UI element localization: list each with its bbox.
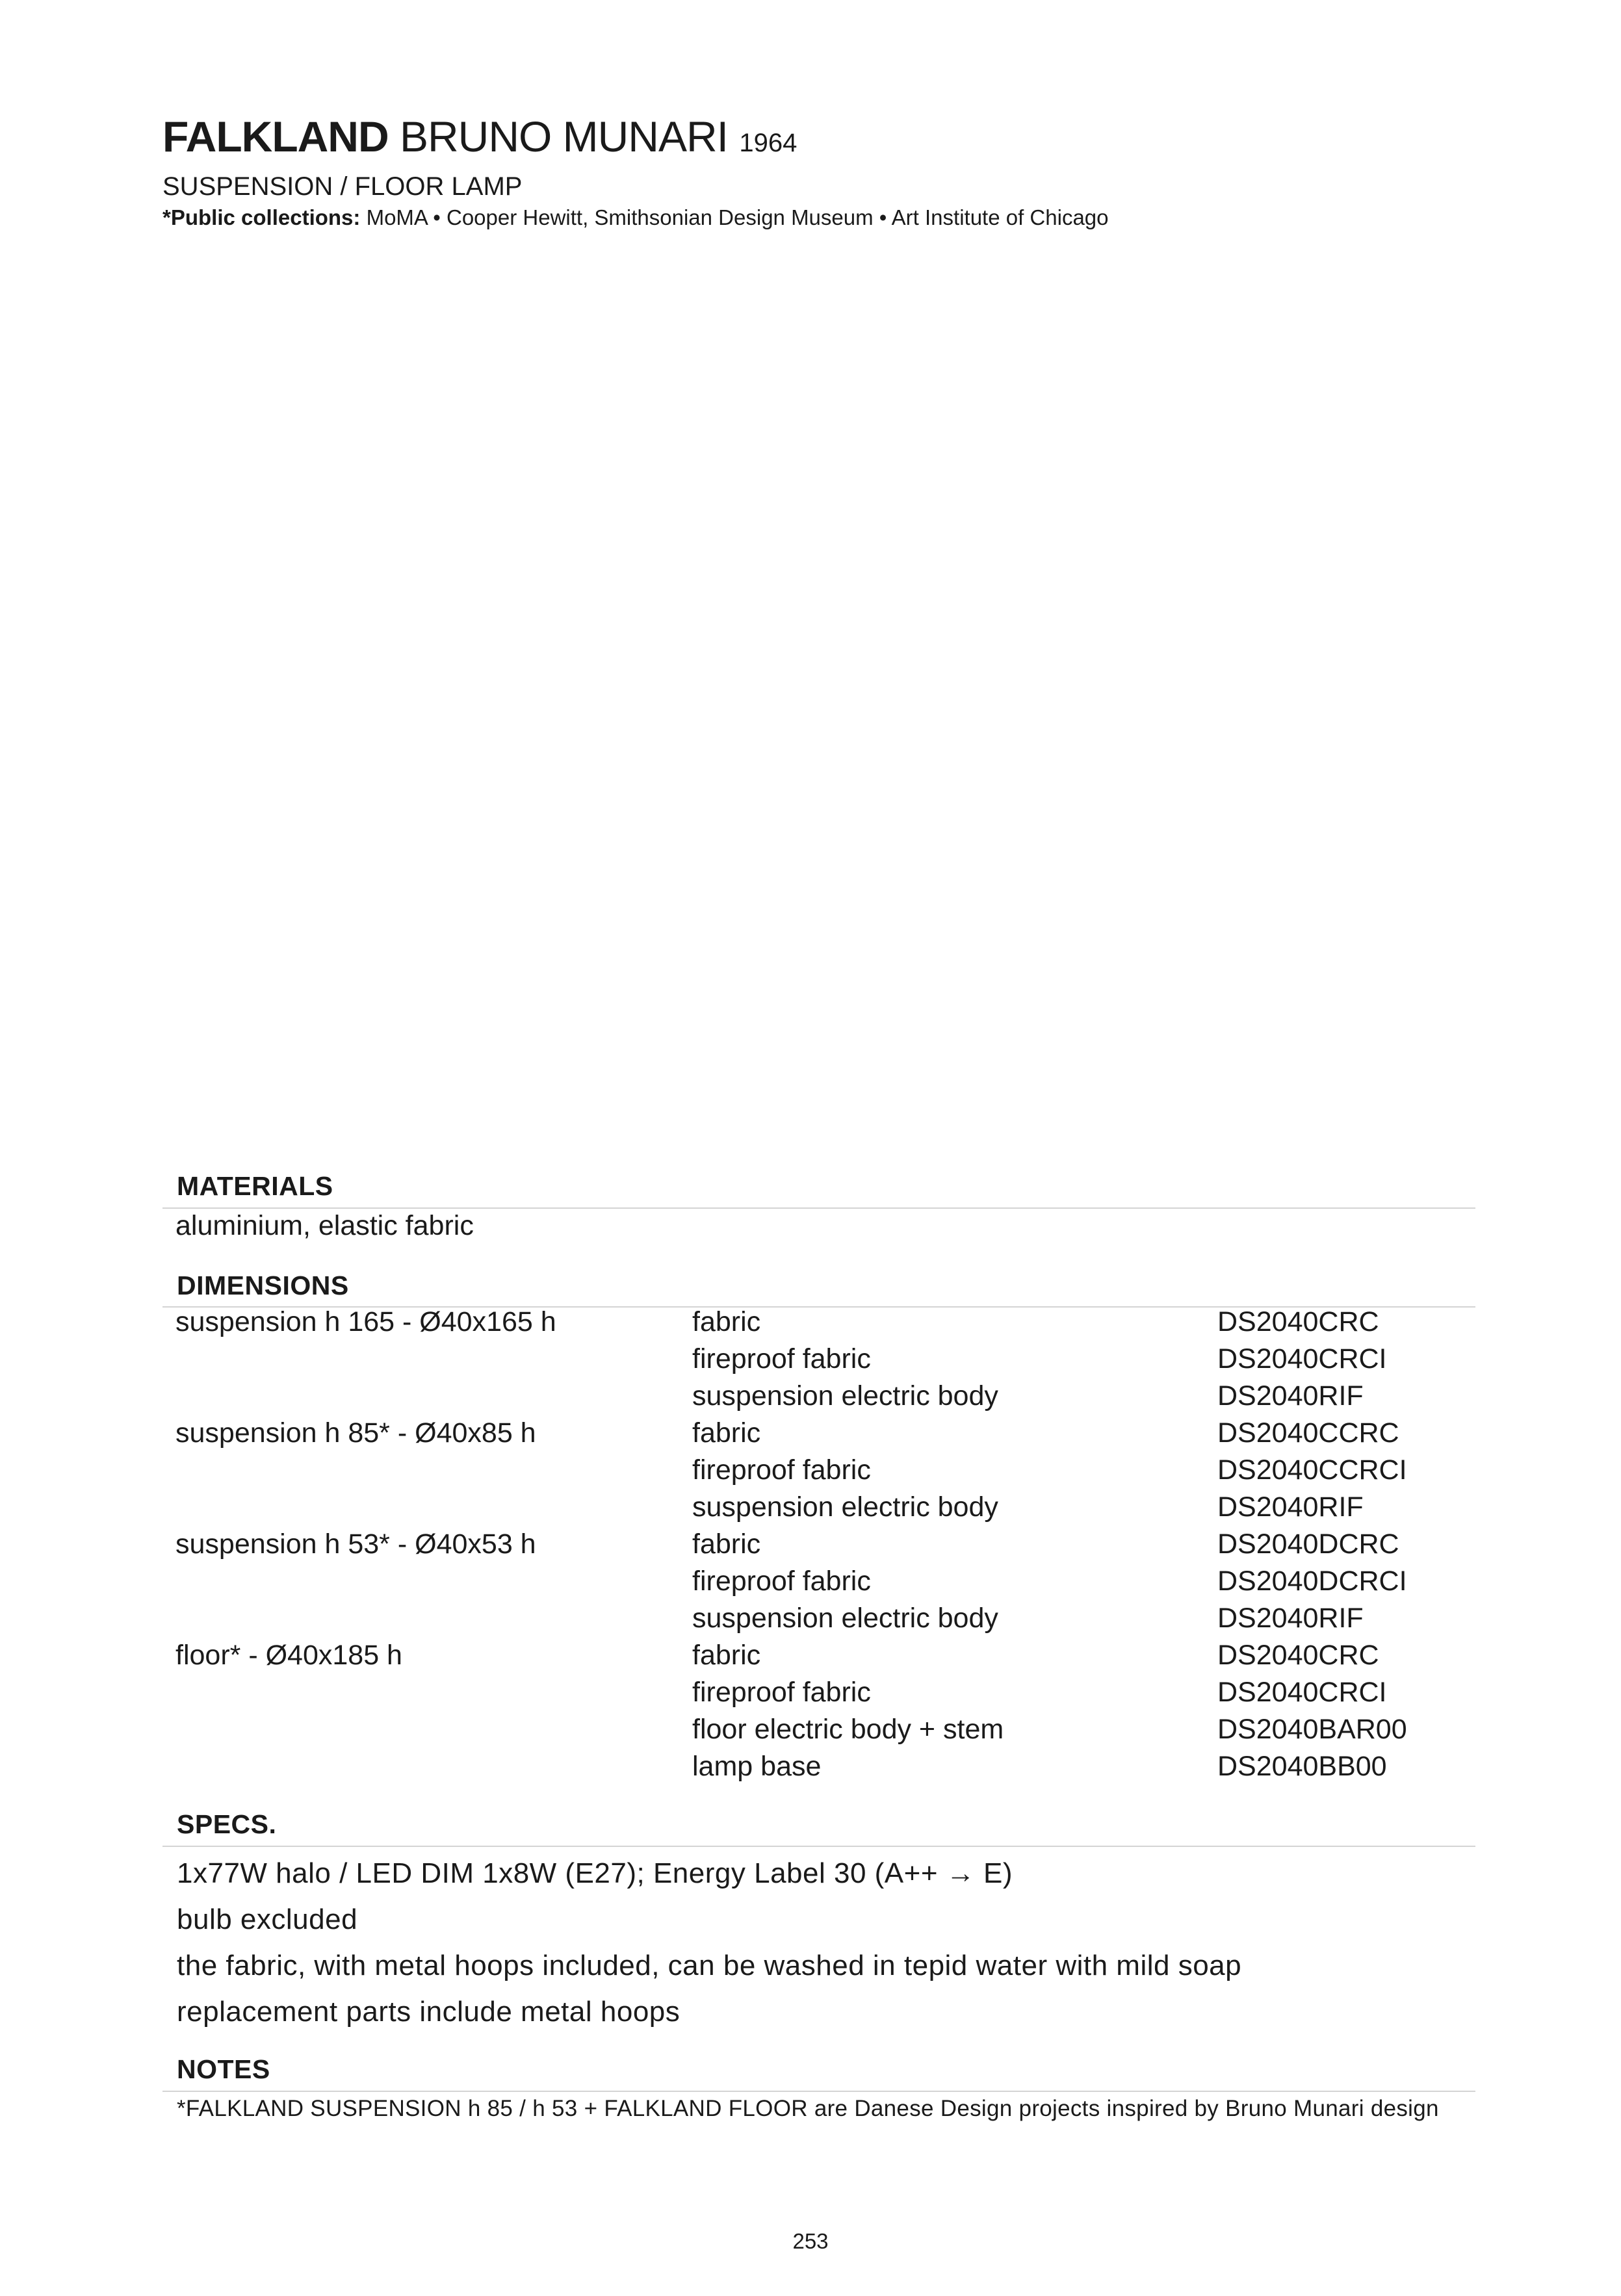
- dimension-code: DS2040CRCI: [1217, 1343, 1387, 1374]
- dimensions-table: [0, 1306, 1621, 1788]
- dimension-part: fireproof fabric: [692, 1566, 871, 1597]
- dimension-size: suspension h 53* - Ø40x53 h: [175, 1529, 536, 1560]
- dimension-row: [0, 1640, 1621, 1677]
- specs-heading: SPECS.: [177, 1809, 277, 1839]
- specs-divider: [162, 1846, 1475, 1847]
- dimension-part: suspension electric body: [692, 1380, 998, 1412]
- dimension-part: suspension electric body: [692, 1491, 998, 1523]
- dimension-part: fireproof fabric: [692, 1454, 871, 1486]
- product-title: [162, 110, 1462, 169]
- dimension-row: [0, 1529, 1621, 1566]
- spec-line: replacement parts include metal hoops: [177, 1996, 681, 2028]
- product-image-area: [162, 260, 1462, 1157]
- dimension-code: DS2040CCRCI: [1217, 1454, 1407, 1486]
- collections-text: MoMA • Cooper Hewitt, Smithsonian Design Museum • Art Institute of Chicago: [366, 205, 1109, 229]
- dimension-code: DS2040RIF: [1217, 1491, 1364, 1523]
- dimension-row: [0, 1714, 1621, 1751]
- product-type: SUSPENSION / FLOOR LAMP: [162, 172, 523, 201]
- public-collections: [162, 203, 1462, 233]
- dimension-code: DS2040RIF: [1217, 1380, 1364, 1412]
- dimension-row: [0, 1454, 1621, 1491]
- dimension-row: [0, 1417, 1621, 1454]
- dimension-size: suspension h 85* - Ø40x85 h: [175, 1417, 536, 1449]
- collections-label: *Public collections:: [162, 205, 361, 229]
- spec-line: 1x77W halo / LED DIM 1x8W (E27); Energy Label 30 (A++ → E): [177, 1857, 1013, 1889]
- dimension-code: DS2040BAR00: [1217, 1714, 1407, 1745]
- dimension-part: lamp base: [692, 1751, 822, 1782]
- notes-divider: [162, 2091, 1475, 2092]
- dimensions-heading: DIMENSIONS: [177, 1271, 349, 1300]
- dimension-code: DS2040CRCI: [1217, 1677, 1387, 1708]
- dimension-row: [0, 1677, 1621, 1714]
- dimension-size: floor* - Ø40x185 h: [175, 1640, 402, 1671]
- dimension-row: [0, 1491, 1621, 1529]
- dimension-part: fireproof fabric: [692, 1677, 871, 1708]
- product-header: [162, 110, 1462, 233]
- materials-divider: [162, 1207, 1475, 1209]
- dimension-part: suspension electric body: [692, 1603, 998, 1634]
- dimension-row: [0, 1343, 1621, 1380]
- dimension-code: DS2040CCRC: [1217, 1417, 1399, 1449]
- dimension-row: [0, 1306, 1621, 1343]
- dimension-row: [0, 1603, 1621, 1640]
- materials-text: aluminium, elastic fabric: [175, 1210, 474, 1241]
- dimension-part: fireproof fabric: [692, 1343, 871, 1374]
- notes-heading: NOTES: [177, 2054, 270, 2084]
- dimension-part: floor electric body + stem: [692, 1714, 1004, 1745]
- dimension-code: DS2040DCRCI: [1217, 1566, 1407, 1597]
- dimension-code: DS2040DCRC: [1217, 1529, 1399, 1560]
- dimension-row: [0, 1380, 1621, 1417]
- notes-text: *FALKLAND SUSPENSION h 85 / h 53 + FALKLAND FLOOR are Danese Design projects inspired by Bruno Munari design: [177, 2096, 1439, 2121]
- design-year: 1964: [739, 129, 798, 157]
- dimension-code: DS2040CRC: [1217, 1640, 1379, 1671]
- dimension-part: fabric: [692, 1306, 761, 1337]
- page-number: 253: [792, 2229, 829, 2253]
- spec-line: bulb excluded: [177, 1903, 358, 1935]
- designer-name: BRUNO MUNARI: [399, 112, 728, 161]
- dimension-part: fabric: [692, 1529, 761, 1560]
- dimension-size: suspension h 165 - Ø40x165 h: [175, 1306, 556, 1337]
- dimension-row: [0, 1566, 1621, 1603]
- materials-heading: MATERIALS: [177, 1171, 333, 1201]
- dimension-code: DS2040CRC: [1217, 1306, 1379, 1337]
- dimension-code: DS2040RIF: [1217, 1603, 1364, 1634]
- product-name: FALKLAND: [162, 112, 389, 161]
- spec-line: the fabric, with metal hoops included, can be washed in tepid water with mild soap: [177, 1950, 1242, 1981]
- dimension-code: DS2040BB00: [1217, 1751, 1387, 1782]
- dimension-row: [0, 1751, 1621, 1788]
- dimension-part: fabric: [692, 1640, 761, 1671]
- dimension-part: fabric: [692, 1417, 761, 1449]
